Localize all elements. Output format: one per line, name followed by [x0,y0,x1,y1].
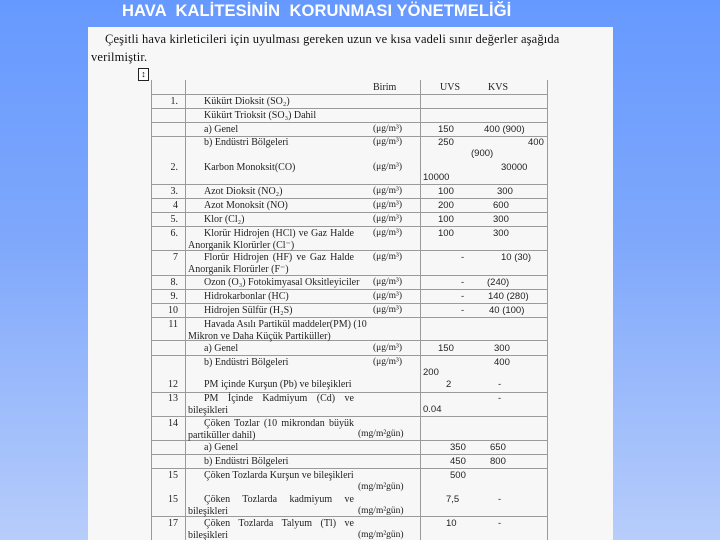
uvs-value: 200 [423,367,439,378]
uvs-value: - [461,277,465,288]
pollutant-name: Klor (Cl₂) [204,214,245,225]
uvs-value: - [461,291,465,302]
unit-value: (mg/m²gün) [358,429,404,439]
kvs-value: 650 [490,442,506,453]
row-divider [151,317,548,318]
kvs-value: 300 [494,343,510,354]
unit-value: (mg/m²gün) [358,482,404,492]
pollutant-name: Hidrokarbonlar (HC) [204,291,289,302]
unit-value: (μg/m³) [373,162,403,172]
intro-paragraph: Çeşitli hava kirleticileri için uyulması gereken uzun ve kısa vadeli sınır değerler aşağıda verilmiştir. [91,32,560,64]
uvs-value: - [461,305,465,316]
row-number: 15 [168,470,178,481]
kvs-value: 300 [493,214,509,225]
unit-value: (μg/m³) [373,186,403,196]
uvs-value: 10000 [423,172,450,183]
pollutant-name: b) Endüstri Bölgeleri [204,137,289,148]
row-number: 9. [170,291,178,302]
uvs-value: 450 [450,456,466,467]
row-number: 2. [170,162,178,173]
unit-value: (μg/m³) [373,291,403,301]
kvs-value: - [498,494,502,505]
uvs-value: 250 [438,137,454,148]
uvs-value: 2 [446,379,452,390]
unit-value: (μg/m³) [373,124,403,134]
unit-value: (μg/m³) [373,252,403,262]
row-divider [151,94,548,95]
row-divider [151,226,548,227]
unit-value: (μg/m³) [373,200,403,210]
document-page [88,27,613,540]
pollutant-name: Çöken Tozlarda Talyum (Tl) ve bileşikleri [188,518,354,540]
pollutant-name: Klorür Hidrojen (HCl) ve Gaz Halde Anorganik Klorürler (Cl⁻) [188,228,354,251]
header-unit: Birim [373,82,397,93]
row-number: 13 [168,393,178,404]
slide-title: HAVA KALİTESİNİN KORUNMASI YÖNETMELİĞİ [122,2,512,20]
row-divider [151,108,548,109]
row-number: 17 [168,518,178,529]
table-col-divider [185,80,186,540]
kvs-value: 400 (900) [484,124,525,135]
kvs-value: 800 [490,456,506,467]
kvs-value: (240) [487,277,510,288]
kvs-value: - [498,393,502,404]
header-uvs: UVS [440,82,461,93]
uvs-value: - [461,252,465,263]
pollutant-name: Karbon Monoksit(CO) [204,162,296,173]
uvs-value: 7,5 [446,494,460,505]
row-number: 5. [170,214,178,225]
uvs-value: 500 [450,470,466,481]
kvs-value: 300 [497,186,513,197]
row-divider [151,454,548,455]
uvs-value: 100 [438,214,454,225]
pollutant-name: Florür Hidrojen (HF) ve Gaz Halde Anorganik Florürler (F⁻) [188,252,354,275]
row-number: 15 [168,494,178,505]
kvs-value: 40 (100) [489,305,525,316]
pollutant-name: Azot Dioksit (NO₂) [204,186,283,197]
pollutant-name: PM İçinde Kadmiyum (Cd) ve bileşikleri [188,393,354,416]
uvs-value: 10 [446,518,457,529]
pollutant-name: Çöken Tozlar (10 mikrondan büyük partiküller dahil) [188,418,354,441]
kvs-value: - [498,379,502,390]
pollutant-name: Çöken Tozlarda kadmiyum ve bileşikleri [188,494,354,517]
header-kvs: KVS [488,82,509,93]
row-number: 10 [168,305,178,316]
unit-value: (mg/m²gün) [358,530,404,540]
row-divider [151,303,548,304]
unit-value: (mg/m²gün) [358,506,404,516]
unit-value: (μg/m³) [373,137,403,147]
unit-value: (μg/m³) [373,357,403,367]
table-border-right [547,80,548,540]
table-move-handle-icon[interactable]: ↕ [138,68,149,81]
row-number: 1. [170,96,178,107]
row-divider [151,468,548,469]
pollutant-name: Hidrojen Sülfür (H₂S) [204,305,293,316]
kvs-value: 400 [528,137,544,148]
row-number: 12 [168,379,178,390]
uvs-value: 200 [438,200,454,211]
table-col-divider [420,80,421,540]
pollutant-name: a) Genel [204,124,239,135]
kvs-value: 10 (30) [501,252,532,263]
unit-value: (μg/m³) [373,214,403,224]
pollutant-name: Kükürt Trioksit (SO₃) Dahil [204,110,317,121]
unit-value: (μg/m³) [373,228,403,238]
pollutant-name: PM içinde Kurşun (Pb) ve bileşikleri [204,379,352,390]
kvs-value: 600 [493,200,509,211]
uvs-value: 150 [438,343,454,354]
pollutant-name: Ozon (O₃) Fotokimyasal Oksitleyiciler [204,277,360,288]
pollutant-name: b) Endüstri Bölgeleri [204,357,289,368]
pollutant-name: b) Endüstri Bölgeleri [204,456,289,467]
row-number: 3. [170,186,178,197]
row-divider [151,212,548,213]
pollutant-name: a) Genel [204,442,239,453]
uvs-value: 350 [450,442,466,453]
unit-value: (μg/m³) [373,343,403,353]
kvs-value: 400 [494,357,510,368]
row-number: 14 [168,418,178,429]
pollutant-name: Çöken Tozlarda Kurşun ve bileşikleri [204,470,354,481]
row-number: 6. [170,228,178,239]
kvs-value: 140 (280) [488,291,529,302]
row-divider [151,198,548,199]
row-number: 11 [168,319,178,330]
kvs-extra-value: (900) [471,148,494,159]
uvs-value: 0.04 [423,404,442,415]
uvs-value: 100 [438,228,454,239]
row-divider [151,355,548,356]
kvs-value: 300 [493,228,509,239]
uvs-value: 100 [438,186,454,197]
limits-table [88,27,613,540]
row-number: 7 [173,252,178,263]
pollutant-name: a) Genel [204,343,239,354]
kvs-value: 30000 [501,162,528,173]
row-number: 8. [170,277,178,288]
kvs-value: - [498,518,502,529]
uvs-value: 150 [438,124,454,135]
unit-value: (μg/m³) [373,277,403,287]
pollutant-name: Kükürt Dioksit (SO₂) [204,96,290,107]
pollutant-name: Azot Monoksit (NO) [204,200,288,211]
pollutant-name: Havada Asılı Partikül maddeler(PM) (10 Mikron ve Daha Küçük Partiküller) [188,319,367,342]
row-divider [151,122,548,123]
row-divider [151,289,548,290]
row-divider [151,184,548,185]
unit-value: (μg/m³) [373,305,403,315]
row-number: 4 [173,200,178,211]
